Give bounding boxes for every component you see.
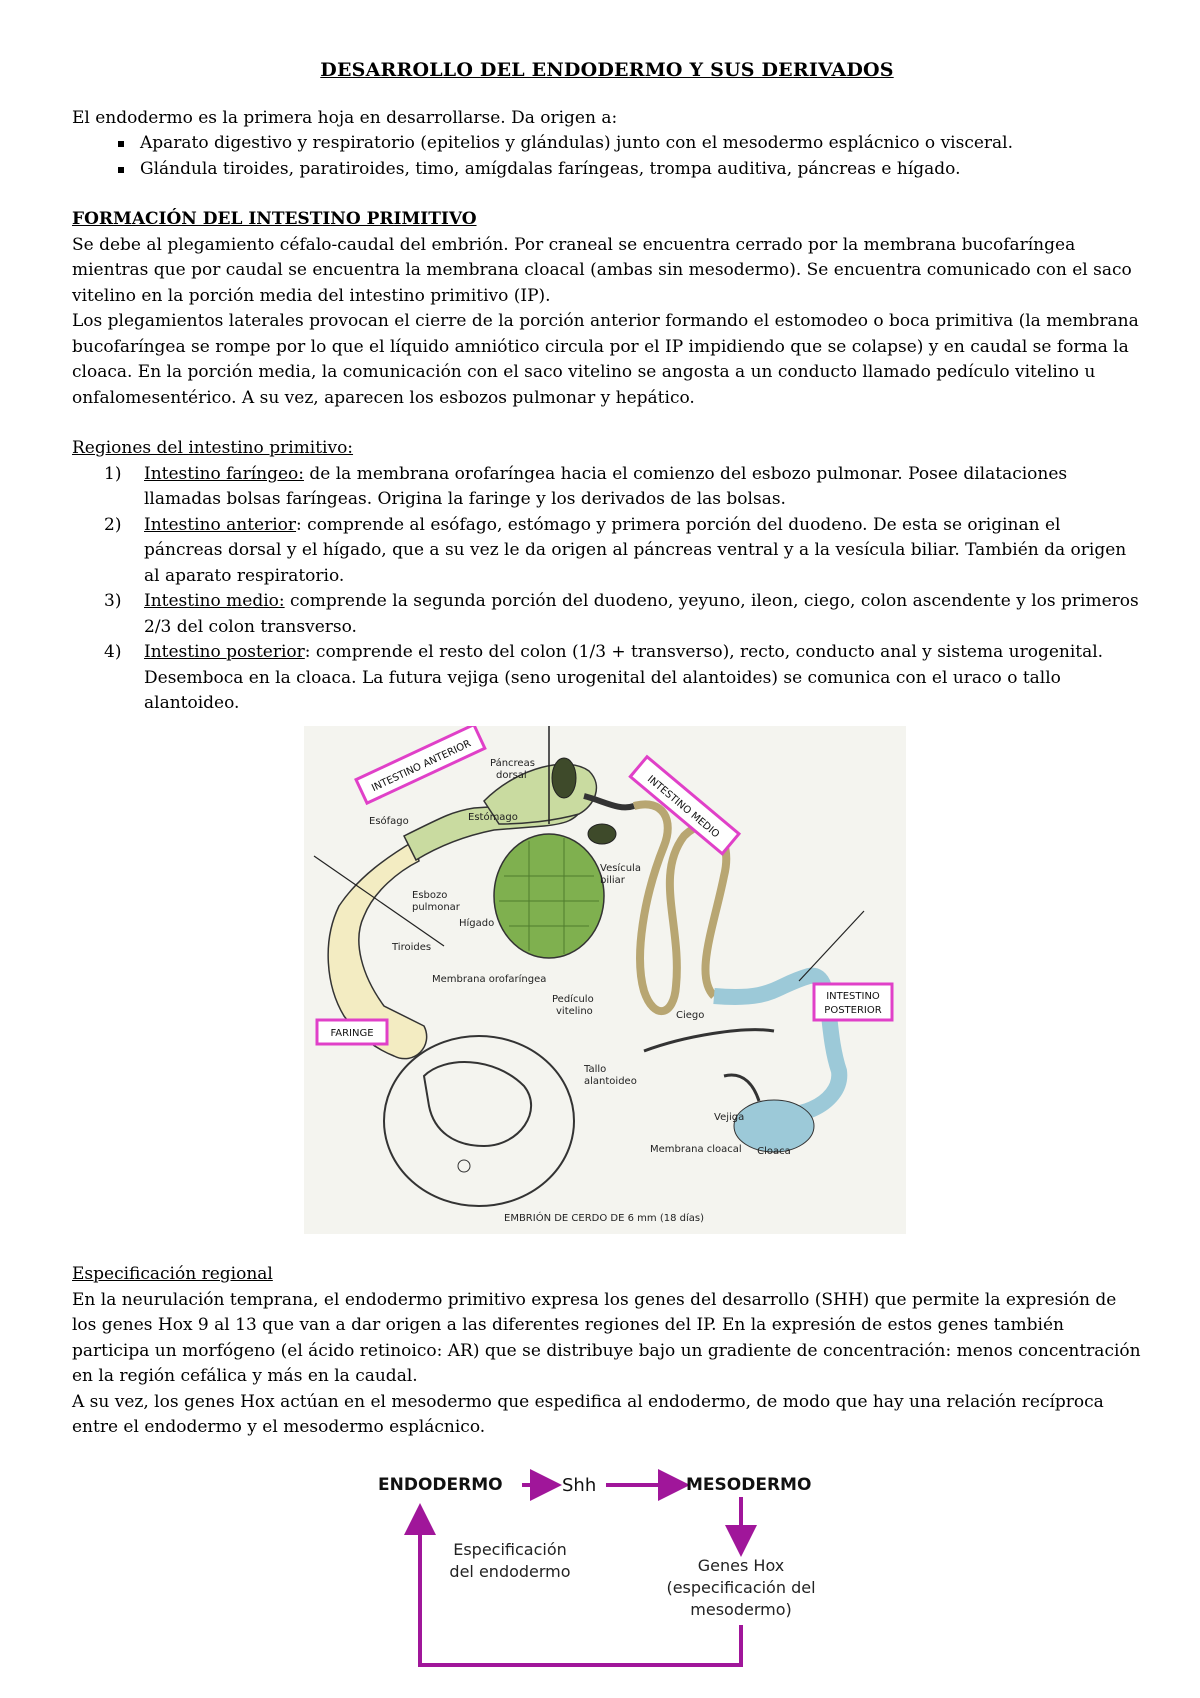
liver-shape bbox=[494, 834, 604, 958]
label-estomago: Estómago bbox=[468, 812, 518, 823]
allantois-tube bbox=[644, 1030, 774, 1051]
label-pancreas-2: dorsal bbox=[496, 770, 527, 781]
intro-text: El endodermo es la primera hoja en desarrollarse. Da origen a: bbox=[72, 107, 618, 128]
list-item bbox=[104, 513, 1142, 590]
page-title: DESARROLLO DEL ENDODERMO Y SUS DERIVADOS bbox=[320, 59, 894, 81]
label-intestino-medio: INTESTINO MEDIO bbox=[644, 773, 722, 841]
label-pediculo-1: Pedículo bbox=[552, 994, 594, 1005]
label-tallo-2: alantoideo bbox=[584, 1076, 637, 1087]
flow-shh: Shh bbox=[562, 1475, 597, 1496]
label-faringe: FARINGE bbox=[330, 1028, 374, 1039]
flow-mesodermo: MESODERMO bbox=[686, 1475, 812, 1495]
label-higado: Hígado bbox=[459, 918, 495, 929]
flow-espec-1: Especificación bbox=[453, 1540, 567, 1559]
label-intestino-posterior-2: POSTERIOR bbox=[824, 1005, 882, 1016]
region-text: comprende la segunda porción del duodeno, yeyuno, ileon, ciego, colon ascendente y los primeros 2/3 del colon transverso. bbox=[144, 591, 1139, 637]
item-number: 4) bbox=[104, 642, 122, 662]
paragraph: En la neurulación temprana, el endodermo primitivo expresa los genes del desarrollo (SHH) que permite la expresión de los genes Hox 9 al 13 que van a dar origen a las diferentes regiones del IP. En la expresión de estos genes también participa un morfógeno (el ácido retinoico: AR) que se distribuye bajo un gradiente de concentración: menos concentración en la región cefálica y más en la caudal. bbox=[72, 1289, 1141, 1386]
flow-hox-1: Genes Hox bbox=[697, 1556, 785, 1575]
item-number: 2) bbox=[104, 514, 122, 535]
list-item bbox=[104, 462, 1142, 513]
label-intestino-anterior: INTESTINO ANTERIOR bbox=[370, 738, 473, 795]
region-term: Intestino faríngeo: bbox=[144, 463, 304, 484]
embryo-gut-figure bbox=[304, 726, 906, 1234]
flow-hox-3: mesodermo) bbox=[690, 1600, 792, 1619]
label-tallo-1: Tallo bbox=[584, 1064, 607, 1075]
embryo-dot bbox=[458, 1160, 470, 1172]
label-vesicula-2: biliar bbox=[600, 875, 625, 886]
embryo-detail bbox=[424, 1062, 531, 1146]
pointer-line bbox=[799, 911, 864, 981]
region-term: Intestino anterior bbox=[144, 514, 297, 535]
region-text: : comprende el resto del colon (1/3 + transverso), recto, conducto anal y sistema urogenital. Desemboca en la cloaca. La futura vejiga (seno urogenital del alantoides) se comunica con el uraco o tallo alantoideo. bbox=[144, 642, 1104, 713]
cloaca-shape bbox=[734, 1100, 814, 1152]
document-page bbox=[72, 50, 1142, 717]
regions-list bbox=[72, 462, 1142, 717]
pancreas-shape bbox=[552, 758, 576, 798]
label-pancreas-1: Páncreas bbox=[490, 758, 535, 769]
label-membrana-cloacal: Membrana cloacal bbox=[650, 1144, 742, 1155]
flow-espec-2: del endodermo bbox=[449, 1562, 571, 1581]
section-heading-especificacion: Especificación regional bbox=[72, 1264, 273, 1284]
region-text: : comprende al esófago, estómago y primera porción del duodeno. De esta se originan el páncreas dorsal y el hígado, que a su vez le da origen al páncreas ventral y a la vesícula biliar. También da origen al aparato respiratorio. bbox=[144, 514, 1127, 586]
paragraph: A su vez, los genes Hox actúan en el mesodermo que espedifica al endodermo, de modo que hay una relación recíproca entre el endodermo y el mesodermo esplácnico. bbox=[72, 1391, 1104, 1437]
list-item: Aparato digestivo y respiratorio (epitelios y glándulas) junto con el mesodermo esplácnico o visceral. bbox=[118, 131, 1142, 157]
list-item: Glándula tiroides, paratiroides, timo, amígdalas faríngeas, trompa auditiva, páncreas e hígado. bbox=[118, 157, 1142, 183]
section-heading-regiones: Regiones del intestino primitivo: bbox=[72, 438, 354, 458]
region-term: Intestino medio: bbox=[144, 591, 285, 611]
flow-hox-2: (especificación del bbox=[666, 1578, 816, 1597]
item-number: 1) bbox=[104, 463, 122, 484]
flow-endodermo: ENDODERMO bbox=[378, 1475, 503, 1495]
label-intestino-posterior-1: INTESTINO bbox=[826, 991, 880, 1002]
label-tiroides: Tiroides bbox=[392, 942, 432, 953]
label-ciego: Ciego bbox=[676, 1010, 705, 1021]
label-esbozo-1: Esbozo bbox=[412, 890, 448, 901]
label-membrana-orofaringea: Membrana orofaríngea bbox=[432, 974, 547, 985]
list-item bbox=[104, 589, 1142, 640]
figure-caption: EMBRIÓN DE CERDO DE 6 mm (18 días) bbox=[504, 1213, 704, 1224]
shh-hox-flow-diagram bbox=[370, 1465, 850, 1690]
region-text: de la membrana orofaríngea hacia el comienzo del esbozo pulmonar. Posee dilataciones llamadas bolsas faríngeas. Origina la faringe y los derivados de las bolsas. bbox=[144, 463, 1068, 509]
section-heading-formacion: FORMACIÓN DEL INTESTINO PRIMITIVO bbox=[72, 209, 477, 229]
embryo-outline bbox=[384, 1036, 574, 1206]
label-esbozo-2: pulmonar bbox=[412, 902, 460, 913]
label-vejiga: Vejiga bbox=[714, 1112, 745, 1123]
label-esofago: Esófago bbox=[369, 816, 409, 827]
list-item bbox=[104, 640, 1142, 717]
item-number: 3) bbox=[104, 591, 122, 611]
paragraph: Los plegamientos laterales provocan el cierre de la porción anterior formando el estomodeo o boca primitiva (la membrana bucofaríngea se rompe por lo que el líquido amniótico circula por el IP impidiendo que se colapse) y en caudal se forma la cloaca. En la porción media, la comunicación con el saco vitelino se angosta a un conducto llamado pedículo vitelino u onfalomesentérico. A su vez, aparecen los esbozos pulmonar y hepático. bbox=[72, 311, 1139, 408]
label-pediculo-2: vitelino bbox=[556, 1006, 593, 1017]
region-term: Intestino posterior bbox=[144, 642, 305, 662]
paragraph: Se debe al plegamiento céfalo-caudal del embrión. Por craneal se encuentra cerrado por la membrana bucofaríngea mientras que por caudal se encuentra la membrana cloacal (ambas sin mesodermo). Se encuentra comunicado con el saco vitelino en la porción media del intestino primitivo (IP). bbox=[72, 234, 1132, 306]
embryo-gut-diagram bbox=[304, 726, 906, 1234]
derivatives-list bbox=[72, 131, 1142, 182]
flow-svg bbox=[370, 1465, 850, 1690]
label-cloaca: Cloaca bbox=[757, 1146, 791, 1157]
gallbladder-shape bbox=[588, 824, 616, 844]
especificacion-section bbox=[72, 1262, 1142, 1441]
label-vesicula-1: Vesícula bbox=[600, 863, 641, 874]
bladder-shape bbox=[724, 1075, 759, 1101]
